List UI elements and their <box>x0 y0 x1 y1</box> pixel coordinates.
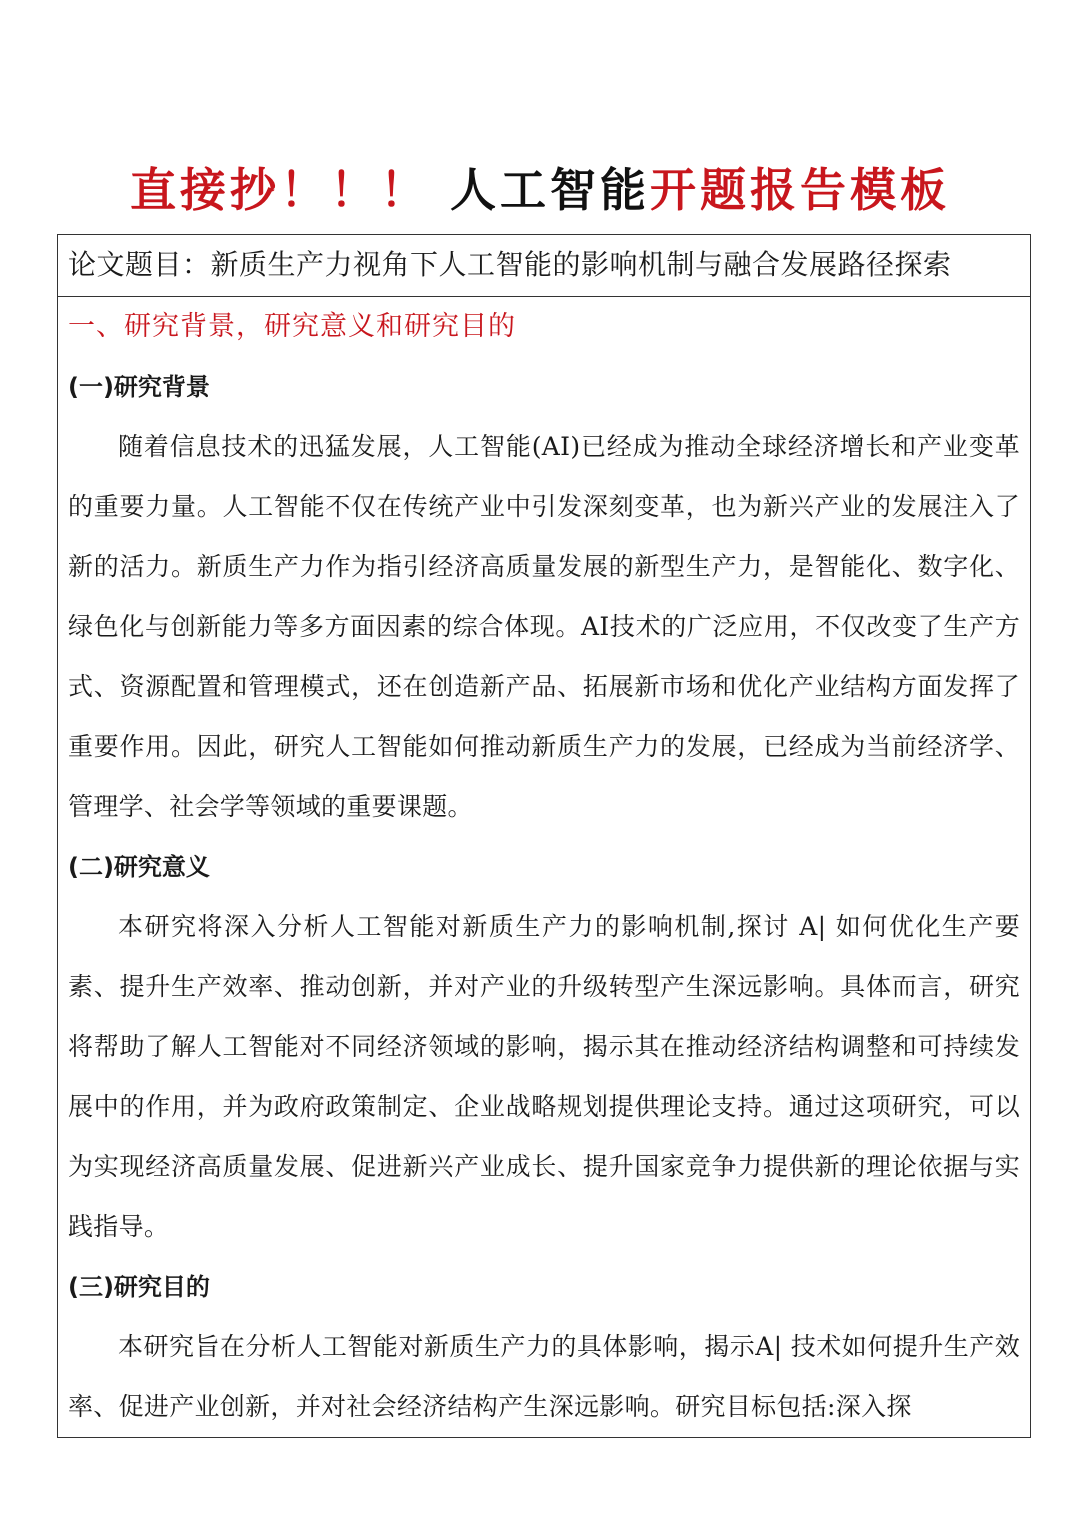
background-paragraph: 随着信息技术的迅猛发展，人工智能(AI)已经成为推动全球经济增长和产业变革的重要力量。人工智能不仅在传统产业中引发深刻变革，也为新兴产业的发展注入了新的活力。新质生产力作为指引经济高质量发展的新型生产力，是智能化、数字化、绿色化与创新能力等多方面因素的综合体现。AI技术的广泛应用，不仅改变了生产方式、资源配置和管理模式，还在创造新产品、拓展新市场和优化产业结构方面发挥了重要作用。因此，研究人工智能如何推动新质生产力的发展，已经成为当前经济学、管理学、社会学等领域的重要课题。 <box>68 432 1020 821</box>
title-part-3: 开题报告模板 <box>650 163 950 217</box>
thesis-topic: 论文题目：新质生产力视角下人工智能的影响机制与融合发展路径探索 <box>58 235 1030 297</box>
significance-heading: (二)研究意义 <box>68 853 210 881</box>
section-heading: 一、研究背景，研究意义和研究目的 <box>68 311 516 342</box>
title-part-1: 直接抄！！！ <box>129 163 430 217</box>
significance-paragraph: 本研究将深入分析人工智能对新质生产力的影响机制,探讨 A| 如何优化生产要素、提升生产效率、推动创新，并对产业的升级转型产生深远影响。具体而言，研究将帮助了解人工智能对不同经济领域的影响，揭示其在推动经济结构调整和可持续发展中的作用，并为政府政策制定、企业战略规划提供理论支持。通过这项研究，可以为实现经济高质量发展、促进新兴产业成长、提升国家竞争力提供新的理论依据与实践指导。 <box>68 912 1020 1241</box>
page-title <box>0 160 1080 220</box>
objective-heading: (三)研究目的 <box>68 1273 210 1301</box>
proposal-table <box>57 234 1031 1438</box>
section-content <box>58 297 1030 1437</box>
background-heading: (一)研究背景 <box>68 373 210 401</box>
objective-paragraph: 本研究旨在分析人工智能对新质生产力的具体影响，揭示A| 技术如何提升生产效率、促进产业创新，并对社会经济结构产生深远影响。研究目标包括:深入探 <box>68 1332 1020 1421</box>
title-part-2: 人工智能 <box>450 163 650 217</box>
